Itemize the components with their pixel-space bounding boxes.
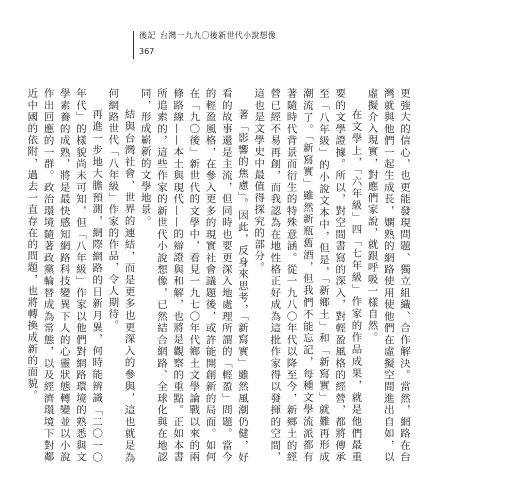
paragraph-5: 再進一步地大膽預測，網際網路的日新月異，何時能辨識「二〇一〇年代」的樣貌尚未可知，但「八年級」作家以他們對網路環境的熟悉與文學素養的成熟，將是最快感知網路科技變異下人的心靈狀態轉變並以小說作出回應的一群。政治環境隨著政黨輪替成為常態，以及經濟環境下對鄰近中國的依附，過去一直存在的問題，也將轉換成新的面貌。 [25,88,103,463]
paragraph-3: 著「影響的焦慮」。因此，反身來思考，「新寫實」雖然風潮仍健，好看的故事還是主流，但同時也要更深入地處理所謂的「輕盈」問題。當今的輕盈風格，在參入更多的現實社會議題後，或許能開創新的局面。如何在「九〇後」新世代的文學中，看見一九七〇年代鄉土文學論戰以來的兩條路線——本土與現代——的辯證與和解，也將是觀察的重點。正如本書所追索的，這些作家的新世代小說想像，已然結合網路、全球化與在地認同，形成嶄新的文學地景。 [138,88,248,463]
paragraph-1: 更強大的信心，也更能發現問題、獨立組織、合作解決。當然，網路在台灣就與他們一起生成長，嫻熟的網路使用使他們在虛擬空間進出自如，以虛擬介入現實，對應們家說，就跟呼吸一樣自然。 [365,88,410,463]
running-head-section: 後記 [139,31,156,40]
body-text [25,88,412,463]
header-divider [133,31,134,59]
running-head-title: 台灣一九九〇後新世代小說想像 [160,31,277,40]
paragraph-2: 在文學上，「六年級」四「七年級」作家的作品成果，就是他們最重要的文學證據。所以，對空間書寫的深入，對輕盈風格的經營，都將傳承至「八年級」的小說文本中，但是，「新鄉土」和「新寫實」就難再形成潮流了。「新寫實」雖然新瓶舊酒，但我們不能忘記，每種文學流派都有著隨時代背景而衍生的特殊意涵。從一九八〇年代以降至今，新鄉土的經營已經不易再創，而我認為在地性格正好成為這批作家得以發揮的空間，這也是文學史中最值得探究的部分。 [252,88,362,463]
paragraph-4: 結與台灣社會、世界的連結，而是更多也更深入的參與，這也就是為何網路世代「八年級」作家的作品，令人期待。 [106,88,135,463]
page-number: 367 [139,47,155,56]
